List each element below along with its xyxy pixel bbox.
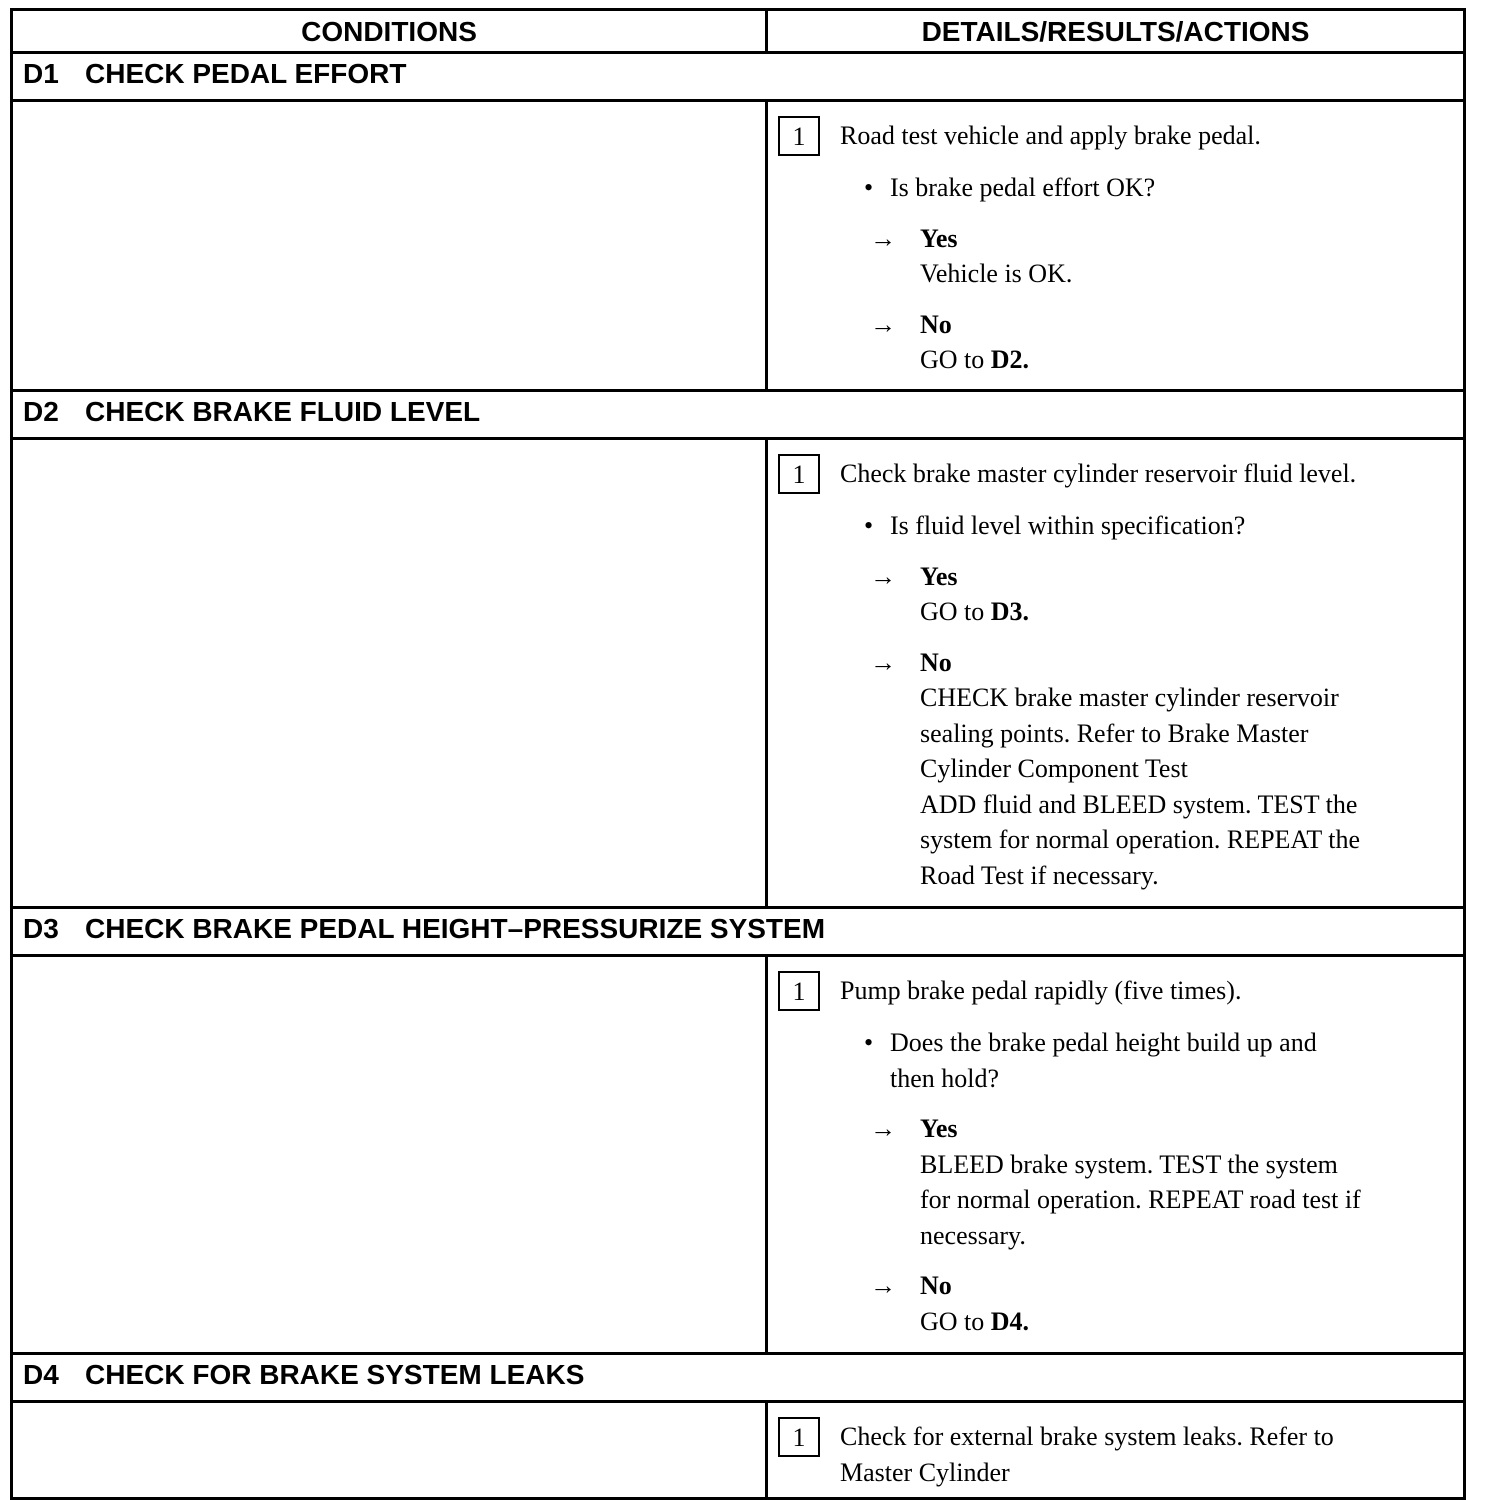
result-yes [778, 221, 1453, 292]
no-label: No [920, 647, 952, 677]
section-title-d2 [13, 392, 1463, 440]
section-body-d4 [13, 1403, 1463, 1497]
no-action-line: sealing points. Refer to Brake Master [920, 718, 1309, 748]
step [778, 1417, 1453, 1490]
table-header [13, 11, 1463, 54]
yes-action-line: necessary. [920, 1220, 1026, 1250]
question: • Is brake pedal effort OK? [778, 170, 1453, 206]
result-yes [778, 1111, 1453, 1253]
conditions-cell [13, 1403, 768, 1497]
details-header: DETAILS/RESULTS/ACTIONS [921, 16, 1310, 47]
no-action-line: ADD fluid and BLEED system. TEST the [920, 789, 1358, 819]
result-no [778, 1268, 1453, 1339]
step-number-box: 1 [778, 454, 820, 494]
no-action: GO to D4. [920, 1306, 1030, 1336]
arrow-right-icon: → [870, 309, 896, 339]
section-title: CHECK PEDAL EFFORT [85, 58, 407, 89]
arrow-right-icon: → [870, 647, 896, 677]
arrow-right-icon: → [870, 223, 896, 253]
section-id: D2 [23, 396, 59, 427]
section-title: CHECK BRAKE PEDAL HEIGHT–PRESSURIZE SYSTEM [85, 913, 826, 944]
question: • Is fluid level within specification? [778, 508, 1453, 544]
goto-ref: D4. [990, 1306, 1030, 1336]
section-body-d1 [13, 102, 1463, 392]
no-action-line: Road Test if necessary. [920, 860, 1159, 890]
result-no [778, 307, 1453, 378]
no-action-line: system for normal operation. REPEAT the [920, 825, 1361, 854]
yes-action-line: BLEED brake system. TEST the system [920, 1149, 1338, 1179]
no-label: No [920, 309, 952, 339]
section-body-d2 [13, 440, 1463, 909]
arrow-right-icon: → [870, 561, 896, 591]
conditions-header: CONDITIONS [13, 11, 768, 51]
yes-label: Yes [920, 561, 958, 591]
conditions-cell [13, 957, 768, 1352]
step-instruction: Check brake master cylinder reservoir fluid level. [840, 459, 1357, 488]
bullet-icon: • [864, 173, 874, 202]
goto-ref: D2. [990, 345, 1030, 374]
yes-label: Yes [920, 223, 958, 253]
diagnostic-table [10, 8, 1466, 1500]
goto-ref: D3. [990, 597, 1030, 626]
section-id: D4 [23, 1359, 59, 1390]
yes-action: GO to D3. [920, 597, 1030, 626]
section-title-d3 [13, 909, 1463, 957]
result-no [778, 645, 1453, 894]
section-title: CHECK FOR BRAKE SYSTEM LEAKS [85, 1359, 585, 1390]
step-number-box: 1 [778, 971, 820, 1011]
step-number-box: 1 [778, 116, 820, 156]
step [778, 971, 1453, 1011]
section-title-d4 [13, 1355, 1463, 1403]
details-cell [768, 957, 1463, 1352]
no-action: GO to D2. [920, 345, 1030, 374]
yes-action-line: for normal operation. REPEAT road test if [920, 1185, 1361, 1214]
no-label: No [920, 1271, 952, 1300]
arrow-right-icon: → [870, 1271, 896, 1300]
result-yes [778, 559, 1453, 630]
step-instruction: Check for external brake system leaks. Refer to Master Cylinder [840, 1422, 1334, 1487]
section-id: D1 [23, 58, 59, 89]
details-cell [768, 102, 1463, 389]
no-action-line: CHECK brake master cylinder reservoir [920, 683, 1339, 712]
conditions-cell [13, 440, 768, 906]
section-body-d3 [13, 957, 1463, 1355]
bullet-icon: • [864, 1028, 874, 1057]
conditions-cell [13, 102, 768, 389]
section-title-d1 [13, 54, 1463, 102]
step-instruction: Road test vehicle and apply brake pedal. [840, 121, 1261, 150]
yes-action: Vehicle is OK. [920, 259, 1073, 288]
question: • Does the brake pedal height build up and then hold? [778, 1025, 1453, 1096]
step [778, 116, 1453, 156]
details-cell [768, 1403, 1463, 1497]
yes-label: Yes [920, 1114, 958, 1143]
bullet-icon: • [864, 511, 874, 540]
step-instruction: Pump brake pedal rapidly (five times). [840, 976, 1242, 1005]
details-cell [768, 440, 1463, 906]
step-number-box: 1 [778, 1417, 820, 1457]
arrow-right-icon: → [870, 1114, 896, 1143]
no-action-line: Cylinder Component Test [920, 754, 1188, 783]
section-id: D3 [23, 913, 59, 944]
section-title: CHECK BRAKE FLUID LEVEL [85, 396, 481, 427]
step [778, 454, 1453, 494]
